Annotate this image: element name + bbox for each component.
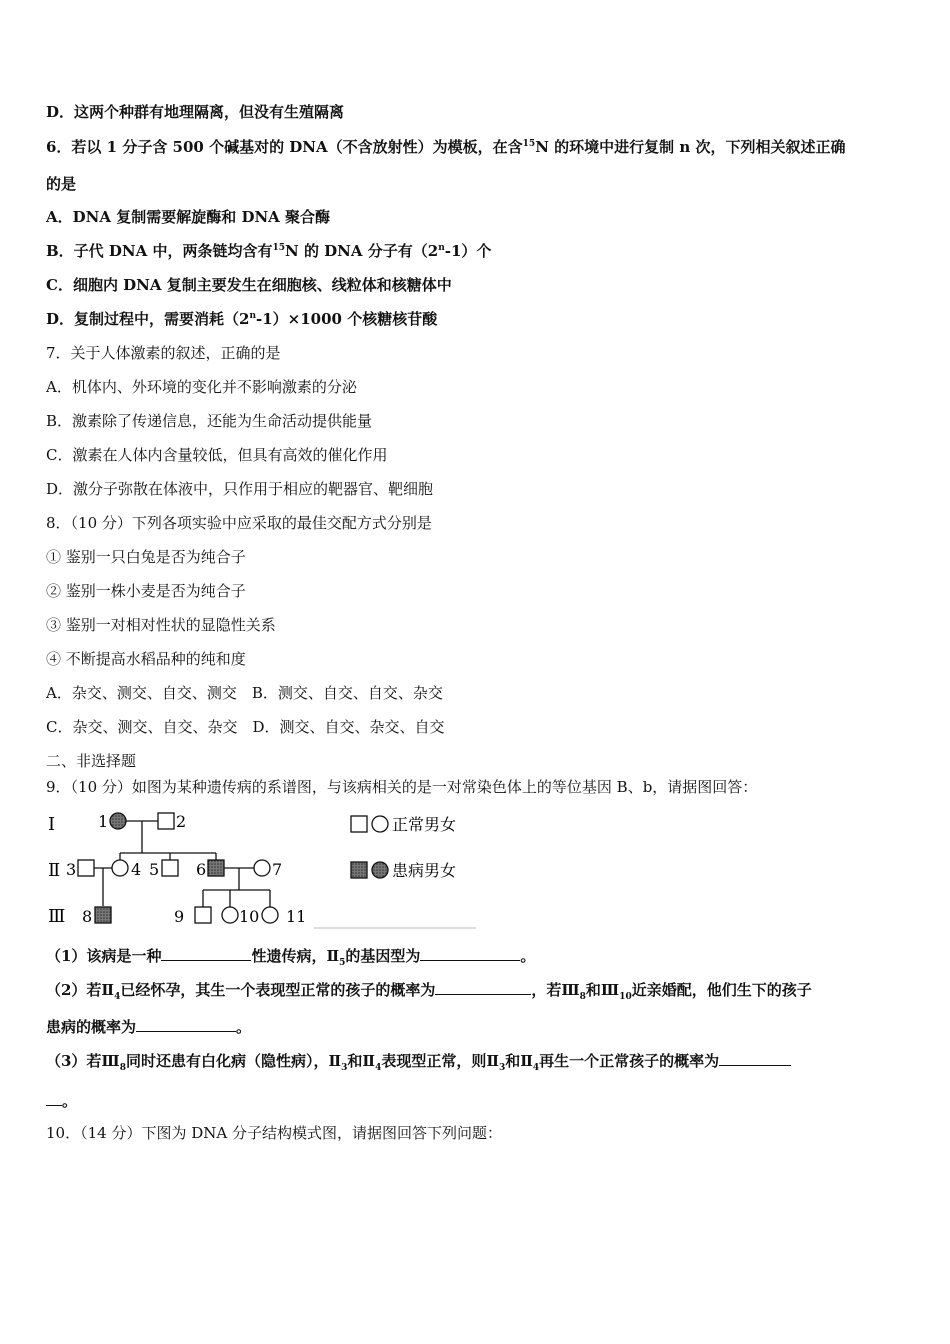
q9-part2-line1: （2）若$Ⅱ_4$已经怀孕，其生一个表现型正常的孩子的概率为 ，若$Ⅲ_8$和$Ⅲ_{10}$近亲婚配，他们生下的孩子	[46, 981, 812, 1002]
individual-label: 1	[98, 812, 109, 831]
q7-option-d: D．激分子弥散在体液中，只作用于相应的靶器官、靶细胞	[46, 480, 434, 498]
normal-female-10	[222, 907, 238, 923]
q8-stem: 8．（10 分）下列各项实验中应采取的最佳交配方式分别是	[46, 514, 432, 532]
answer-blank[interactable]	[161, 945, 251, 961]
q6-stem-line2: 的是	[46, 175, 77, 193]
q6-option-d: D．复制过程中，需要消耗$(2^n-1)\times 1000$ 个核糖核苷酸	[46, 310, 438, 328]
q7-option-b: B．激素除了传递信息，还能为生命活动提供能量	[46, 412, 373, 430]
normal-female-11	[262, 907, 278, 923]
legend-normal-label: 正常男女	[392, 815, 457, 834]
affected-male-6	[208, 860, 224, 876]
q7-option-c: C．激素在人体内含量较低，但具有高效的催化作用	[46, 446, 388, 464]
q8-item: ④ 不断提高水稻品种的纯和度	[46, 650, 246, 668]
answer-blank[interactable]	[719, 1050, 791, 1066]
q9-part2-line2: 患病的概率为 。	[46, 1018, 252, 1036]
answer-blank[interactable]	[136, 1016, 236, 1032]
individual-label: 2	[176, 812, 187, 831]
normal-female-4	[112, 860, 128, 876]
gen-label: Ⅲ	[48, 906, 66, 927]
q9-part3-line2: 。	[46, 1090, 77, 1111]
q8-options-ab: A．杂交、测交、自交、测交 B．测交、自交、自交、杂交	[46, 684, 443, 702]
legend-normal-female	[372, 816, 388, 832]
individual-label: 4	[131, 860, 142, 879]
affected-male-8	[95, 907, 111, 923]
q7-option-a: A．机体内、外环境的变化并不影响激素的分泌	[46, 378, 357, 396]
affected-female-1	[110, 813, 126, 829]
answer-blank[interactable]	[420, 945, 520, 961]
individual-label: 11	[286, 907, 307, 926]
individual-label: 10	[239, 907, 260, 926]
q5-option-d: D．这两个种群有地理隔离，但没有生殖隔离	[46, 103, 345, 121]
q8-item: ③ 鉴别一对相对性状的显隐性关系	[46, 616, 276, 634]
normal-female-7	[254, 860, 270, 876]
q7-stem: 7．关于人体激素的叙述，正确的是	[46, 344, 281, 362]
normal-male-3	[78, 860, 94, 876]
legend-affected-label: 患病男女	[392, 861, 457, 880]
legend-affected-female	[372, 862, 388, 878]
section-heading: 二、非选择题	[46, 752, 137, 770]
q8-options-cd: C．杂交、测交、自交、杂交 D．测交、自交、杂交、自交	[46, 718, 445, 736]
individual-label: 5	[149, 860, 160, 879]
answer-blank[interactable]	[435, 979, 531, 995]
q9-part3-line1: （3）若$Ⅲ_8$同时还患有白化病（隐性病），$Ⅱ_3$和$Ⅱ_4$表现型正常，则$Ⅱ_3$和$Ⅱ_4$再生一个正常孩子的概率为	[46, 1050, 791, 1071]
q9-stem: 9．（10 分）如图为某种遗传病的系谱图，与该病相关的是一对常染色体上的等位基因 B、b，请据图回答：	[46, 778, 758, 796]
individual-label: 8	[82, 907, 93, 926]
legend-normal-male	[351, 816, 367, 832]
q6-option-c: C．细胞内 DNA 复制主要发生在细胞核、线粒体和核糖体中	[46, 276, 452, 294]
individual-label: 9	[174, 907, 185, 926]
answer-blank-continued[interactable]	[46, 1090, 62, 1106]
q6-option-b: B．子代 DNA 中，两条链均含有$^{15}$N 的 DNA 分子有（2$^n$-1）个	[46, 242, 492, 260]
pedigree-chart	[46, 806, 486, 930]
q8-item: ② 鉴别一株小麦是否为纯合子	[46, 582, 246, 600]
normal-male-9	[195, 907, 211, 923]
individual-label: 7	[272, 860, 283, 879]
legend-affected-male	[351, 862, 367, 878]
gen-label: Ⅰ	[48, 814, 56, 835]
individual-label: 6	[196, 860, 207, 879]
normal-male-2	[158, 813, 174, 829]
gen-label: Ⅱ	[48, 860, 61, 881]
individual-label: 3	[66, 860, 77, 879]
q9-part1: （1）该病是一种 性遗传病，$Ⅱ_5$的基因型为 。	[46, 947, 536, 968]
q6-stem-line1: 6．若以 1 分子含 500 个碱基对的 DNA（不含放射性）为模板，在含$^{15}$N 的环境中进行复制 n 次，下列相关叙述正确	[46, 138, 846, 156]
q10-stem: 10．（14 分）下图为 DNA 分子结构模式图，请据图回答下列问题：	[46, 1124, 502, 1142]
normal-male-5	[162, 860, 178, 876]
q6-option-a: A．DNA 复制需要解旋酶和 DNA 聚合酶	[46, 208, 331, 226]
q8-item: ① 鉴别一只白兔是否为纯合子	[46, 548, 246, 566]
